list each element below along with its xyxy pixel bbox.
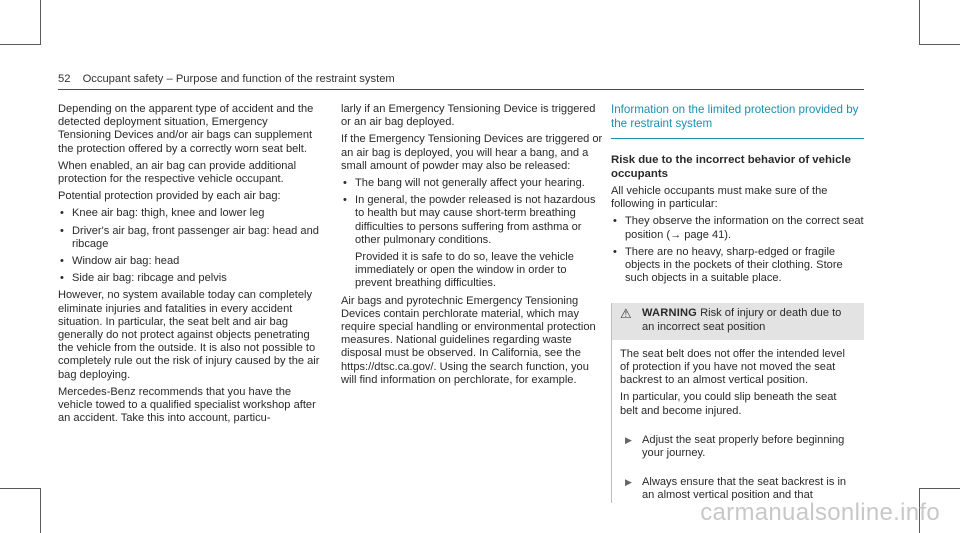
paragraph: Mercedes-Benz recommends that you have the vehicle towed to a qualified specialist workshop after an accident. Take this into account, particu- [58,385,316,425]
list-item: • Driver's air bag, front passenger air bag: head and ribcage [58,225,322,251]
paragraph: When enabled, an air bag can provide additional protection for the respective vehicle occupant. [58,159,297,186]
crop-mark [0,44,41,45]
subsection-title: Risk due to the incorrect behavior of vehicle occupants [611,154,851,180]
header-rule [58,89,864,90]
watermark: carmanualsonline.info [700,499,940,526]
crop-mark [919,488,960,489]
paragraph: Depending on the apparent type of accident and the detected deployment situation, Emergency Tensioning Devices and/or air bags can supplement the protection offered by a correctly worn seat belt. [58,103,314,155]
page-title: Occupant safety – Purpose and function of the restraint system [82,73,395,85]
crop-mark [40,488,41,533]
list-item-subtext: Provided it is safe to do so, leave the vehicle immediately or open the window in order to prevent breathing difficulties. [355,251,574,290]
page-header [58,73,395,85]
paragraph: The seat belt does not offer the intended level of protection if you have not moved the seat backrest to an almost vertical position. [620,347,845,387]
paragraph: Air bags and pyrotechnic Emergency Tensioning Devices contain perchlorate material, which may require special handling or environmental protection measures. National guidelines regarding waste disposal must be observed. In California, see the https://dtsc.ca.gov/. Using the search function, you will find information on perchlorate, for example. [341,294,596,386]
airbag-list [58,207,322,285]
warning-header [612,303,864,339]
crop-mark [919,0,920,45]
column-3 [611,103,864,503]
section-rule [611,138,864,139]
warning-heading-text: Risk of injury or death due to an incorrect seat position [642,307,842,333]
occupant-list [611,215,864,285]
warning-body [612,340,864,503]
list-item: • Window air bag: head [58,255,322,268]
crop-mark [919,44,960,45]
list-item-text: • The bang will not generally affect your hearing. [355,177,585,190]
bang-list [341,177,604,291]
warning-box [611,303,864,502]
list-item: • They observe the information on the correct seat position (→ page 41). [611,215,864,241]
action-arrow-icon: ▶ [625,477,632,488]
list-item: • There are no heavy, sharp-edged or fragile objects in the pockets of their clothing. Store such objects in a suitable place. [611,246,864,286]
list-item [341,194,604,290]
paragraph: larly if an Emergency Tensioning Device is triggered or an air bag deployed. [341,103,596,129]
list-item [341,177,604,190]
list-item: • Knee air bag: thigh, knee and lower leg [58,207,322,220]
column-2 [341,103,604,391]
crop-mark [40,0,41,45]
paragraph: All vehicle occupants must make sure of the following in particular: [611,185,828,211]
warning-label: WARNING [642,307,698,320]
crop-mark [0,488,41,489]
page-number: 52 [58,73,71,85]
list-item-text: • In general, the powder released is not hazardous to health but may cause short-term breathing difficulties to persons suffering from asthma or other pulmonary conditions. [355,194,596,246]
action-step [620,434,856,460]
action-arrow-icon: ▶ [625,434,632,445]
paragraph: If the Emergency Tensioning Devices are triggered or an air bag is deployed, you will hear a bang, and a small amount of powder may also be released: [341,133,603,172]
paragraph: However, no system available today can completely eliminate injuries and fatalities in every accident situation. In particular, the seat belt and air bag generally do not protect against objects penetrating the vehicle from the outside. It is also not possible to completely rule out the risk of injury caused by the air bag deploying. [58,289,320,381]
paragraph: Potential protection provided by each air bag: [58,190,281,203]
section-title: Information on the limited protection provided by the restraint system [611,103,859,130]
list-item: • Side air bag: ribcage and pelvis [58,272,322,285]
warning-triangle-icon: ⚠ [620,306,632,322]
action-step-text: Always ensure that the seat backrest is in an almost vertical position and that [642,476,847,502]
paragraph: In particular, you could slip beneath the seat belt and become injured. [620,391,837,417]
action-step-text: Adjust the seat properly before beginning your journey. [642,433,845,460]
column-1 [58,103,322,429]
